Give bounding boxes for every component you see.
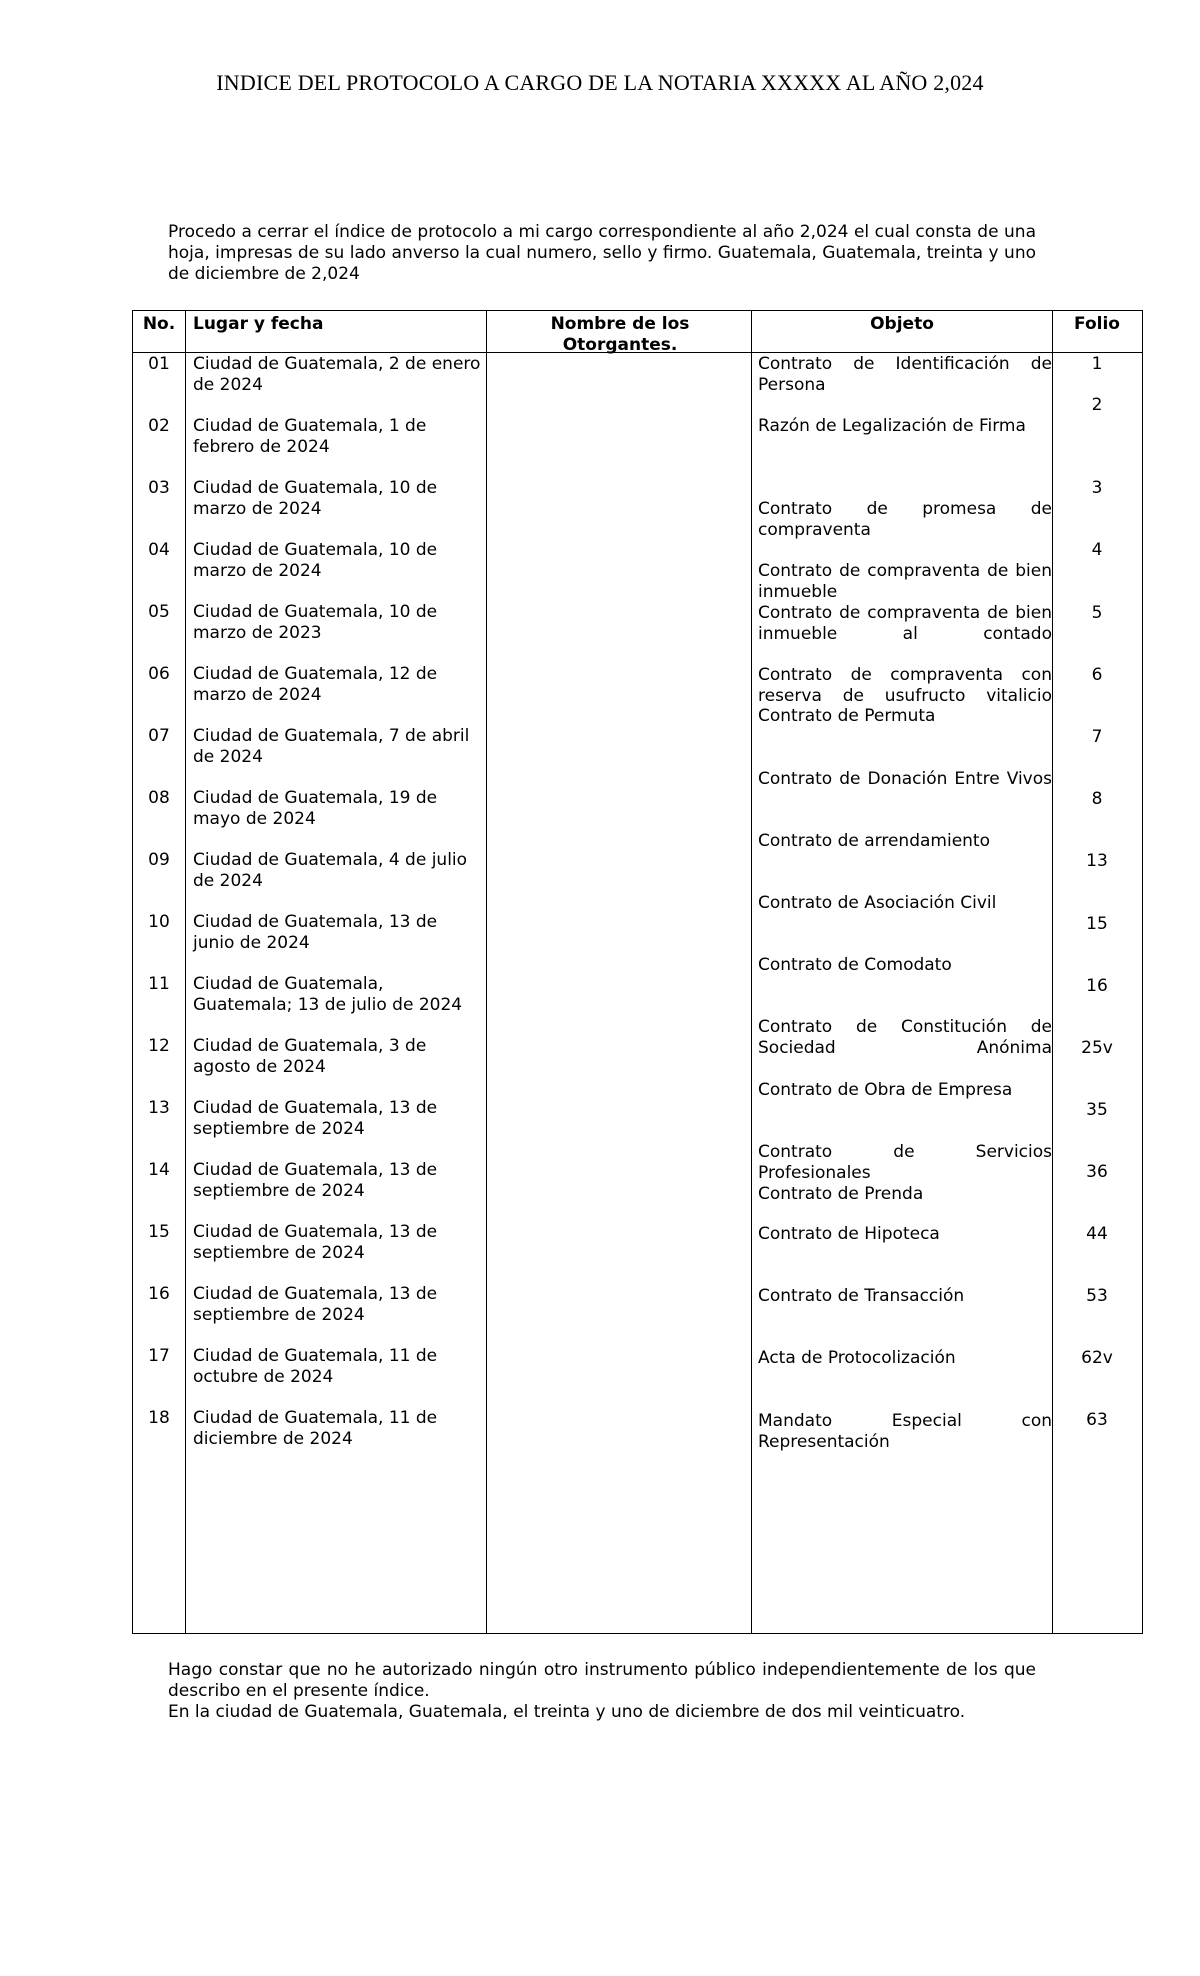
row-number: 14 (148, 1160, 170, 1180)
row-objeto: Contrato de compraventa de bien inmueble al contado (758, 603, 1052, 644)
row-lugar-fecha: Ciudad de Guatemala, 13 de septiembre de 2024 (193, 1284, 438, 1325)
row-objeto: Mandato Especial con Representación (758, 1411, 1052, 1452)
row-objeto: Contrato de Permuta (758, 706, 936, 726)
row-folio: 36 (1086, 1162, 1108, 1182)
row-folio: 3 (1091, 478, 1103, 498)
column-divider (1052, 311, 1053, 1633)
row-lugar-fecha: Ciudad de Guatemala, 4 de julio de 2024 (193, 850, 468, 891)
closing-statement: Hago constar que no he autorizado ningún otro instrumento público independientemente de los que describo en el presente índice. (168, 1660, 1036, 1701)
row-number: 02 (148, 416, 170, 436)
column-divider (486, 311, 487, 1633)
row-number: 10 (148, 912, 170, 932)
row-number: 17 (148, 1346, 170, 1366)
row-objeto: Contrato de Hipoteca (758, 1224, 940, 1244)
row-number: 01 (148, 354, 170, 374)
row-objeto: Contrato de Comodato (758, 955, 952, 975)
row-objeto: Razón de Legalización de Firma (758, 416, 1026, 436)
row-number: 08 (148, 788, 170, 808)
header-otorgantes: Nombre de los Otorgantes. (550, 314, 690, 355)
row-folio: 2 (1091, 395, 1103, 415)
row-number: 12 (148, 1036, 170, 1056)
header-lugar-fecha: Lugar y fecha (193, 314, 324, 334)
row-lugar-fecha: Ciudad de Guatemala, 11 de octubre de 2024 (193, 1346, 438, 1387)
row-lugar-fecha: Ciudad de Guatemala, 3 de agosto de 2024 (193, 1036, 427, 1077)
row-lugar-fecha: Ciudad de Guatemala, 10 de marzo de 2024 (193, 540, 438, 581)
row-objeto: Contrato de compraventa con reserva de usufructo vitalicio (758, 665, 1052, 706)
column-divider (185, 311, 186, 1633)
row-objeto: Contrato de Servicios Profesionales (758, 1142, 1052, 1183)
row-folio: 7 (1091, 727, 1103, 747)
row-number: 05 (148, 602, 170, 622)
row-folio: 15 (1086, 914, 1108, 934)
row-lugar-fecha: Ciudad de Guatemala, 19 de mayo de 2024 (193, 788, 438, 829)
row-number: 07 (148, 726, 170, 746)
row-number: 11 (148, 974, 170, 994)
row-number: 06 (148, 664, 170, 684)
document-title: INDICE DEL PROTOCOLO A CARGO DE LA NOTARIA XXXXX AL AÑO 2,024 (216, 70, 984, 95)
row-objeto: Contrato de Donación Entre Vivos (758, 769, 1052, 789)
row-lugar-fecha: Ciudad de Guatemala, 10 de marzo de 2023 (193, 602, 438, 643)
row-number: 18 (148, 1408, 170, 1428)
row-folio: 8 (1091, 789, 1103, 809)
row-number: 16 (148, 1284, 170, 1304)
row-folio: 1 (1091, 354, 1103, 374)
row-lugar-fecha: Ciudad de Guatemala, 10 de marzo de 2024 (193, 478, 438, 519)
protocol-index-table (132, 310, 1143, 1634)
row-folio: 25v (1081, 1038, 1113, 1058)
row-folio: 62v (1081, 1348, 1113, 1368)
row-number: 15 (148, 1222, 170, 1242)
row-objeto: Contrato de promesa de compraventa (758, 499, 1052, 540)
header-objeto: Objeto (870, 314, 934, 334)
row-objeto: Contrato de Constitución de Sociedad Anónima (758, 1017, 1052, 1058)
intro-paragraph: Procedo a cerrar el índice de protocolo a mi cargo correspondiente al año 2,024 el cual consta de una hoja, impresas de su lado anverso la cual numero, sello y firmo. Guatemala, Guatemala, treinta y uno de diciembre de 2,024 (168, 222, 1036, 284)
row-lugar-fecha: Ciudad de Guatemala, 12 de marzo de 2024 (193, 664, 438, 705)
row-folio: 5 (1091, 603, 1103, 623)
row-objeto: Acta de Protocolización (758, 1348, 956, 1368)
row-objeto: Contrato de Transacción (758, 1286, 965, 1306)
row-folio: 35 (1086, 1100, 1108, 1120)
row-number: 09 (148, 850, 170, 870)
closing-place-date: En la ciudad de Guatemala, Guatemala, el treinta y uno de diciembre de dos mil veinticuatro. (168, 1702, 966, 1722)
row-objeto: Contrato de Prenda (758, 1184, 924, 1204)
row-folio: 13 (1086, 851, 1108, 871)
row-lugar-fecha: Ciudad de Guatemala, 1 de febrero de 2024 (193, 416, 427, 457)
row-number: 03 (148, 478, 170, 498)
row-lugar-fecha: Ciudad de Guatemala, 13 de junio de 2024 (193, 912, 438, 953)
row-number: 04 (148, 540, 170, 560)
row-folio: 6 (1091, 665, 1103, 685)
row-objeto: Contrato de Identificación de Persona (758, 354, 1052, 395)
row-folio: 16 (1086, 976, 1108, 996)
row-lugar-fecha: Ciudad de Guatemala, 7 de abril de 2024 (193, 726, 470, 767)
row-lugar-fecha: Ciudad de Guatemala, 13 de septiembre de 2024 (193, 1160, 438, 1201)
header-no: No. (142, 314, 176, 334)
row-folio: 44 (1086, 1224, 1108, 1244)
row-objeto: Contrato de Obra de Empresa (758, 1080, 1013, 1100)
row-lugar-fecha: Ciudad de Guatemala, 11 de diciembre de 2024 (193, 1408, 438, 1449)
column-divider (751, 311, 752, 1633)
header-folio: Folio (1074, 314, 1120, 334)
row-lugar-fecha: Ciudad de Guatemala, Guatemala; 13 de julio de 2024 (193, 974, 463, 1015)
row-lugar-fecha: Ciudad de Guatemala, 2 de enero de 2024 (193, 354, 481, 395)
row-folio: 53 (1086, 1286, 1108, 1306)
row-objeto: Contrato de compraventa de bien inmueble (758, 561, 1052, 602)
row-objeto: Contrato de arrendamiento (758, 831, 990, 851)
row-lugar-fecha: Ciudad de Guatemala, 13 de septiembre de 2024 (193, 1098, 438, 1139)
row-objeto: Contrato de Asociación Civil (758, 893, 997, 913)
row-number: 13 (148, 1098, 170, 1118)
row-lugar-fecha: Ciudad de Guatemala, 13 de septiembre de 2024 (193, 1222, 438, 1263)
row-folio: 63 (1086, 1410, 1108, 1430)
row-folio: 4 (1091, 540, 1103, 560)
